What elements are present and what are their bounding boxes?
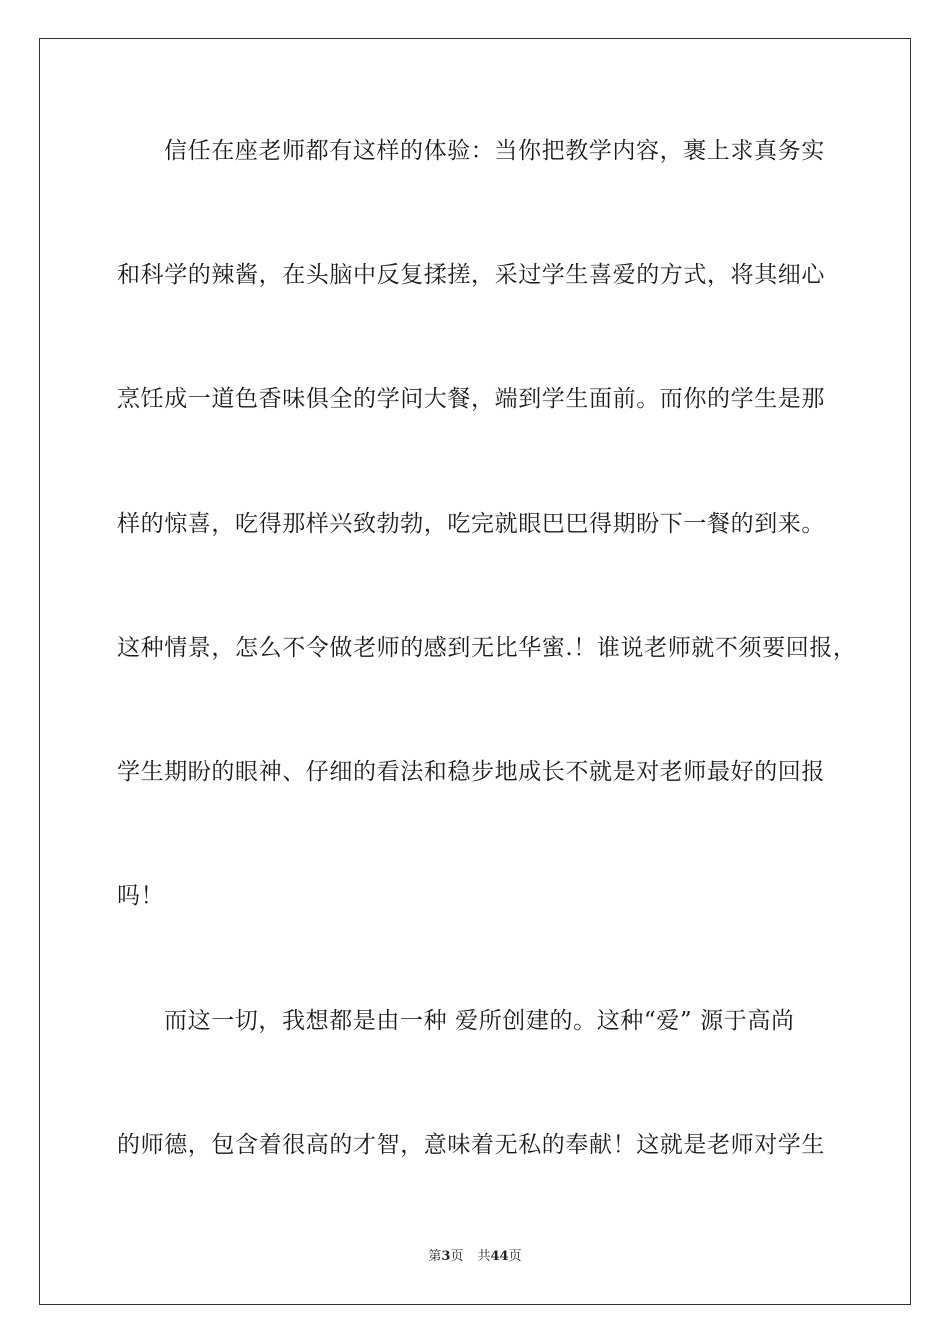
current-page-number: 3	[441, 1249, 451, 1264]
total-prefix: 共	[477, 1249, 491, 1264]
paragraph-line: 样的惊喜，吃得那样兴致勃勃，吃完就眼巴巴得期盼下一餐的到来。	[117, 511, 825, 537]
page-border	[39, 38, 911, 1305]
page-suffix: 页	[450, 1249, 464, 1264]
paragraph-line: 和科学的辣酱，在头脑中反复揉搓，采过学生喜爱的方式，将其细心	[117, 262, 825, 288]
paragraph-line: 烹饪成一道色香味俱全的学问大餐，端到学生面前。而你的学生是那	[117, 386, 825, 412]
total-page-number: 44	[490, 1249, 509, 1264]
paragraph-line: 信任在座老师都有这样的体验：当你把教学内容，裹上求真务实	[164, 138, 825, 164]
page-prefix: 第	[428, 1249, 442, 1264]
paragraph-line: 这种情景，怎么不令做老师的感到无比华蜜.！谁说老师就不须要回报，	[117, 635, 857, 661]
paragraph-line: 学生期盼的眼神、仔细的看法和稳步地成长不就是对老师最好的回报	[117, 759, 825, 785]
paragraph-line: 的师德，包含着很高的才智，意味着无私的奉献！这就是老师对学生	[117, 1132, 825, 1158]
paragraph-line: 吗！	[117, 883, 165, 909]
page-footer	[0, 1248, 950, 1266]
paragraph-line: 而这一切，我想都是由一种 爱所创建的。这种“爱” 源于高尚	[164, 1008, 795, 1034]
total-suffix: 页	[508, 1249, 522, 1264]
